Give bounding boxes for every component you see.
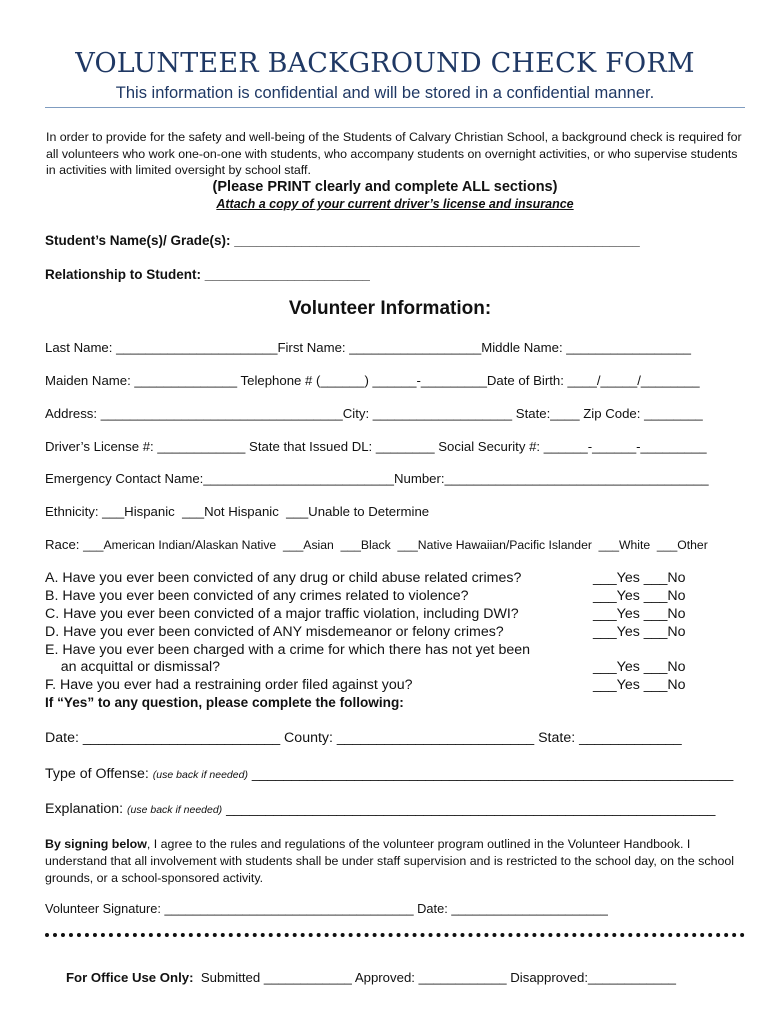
question-c: C. Have you ever been convicted of a major traffic violation, including DWI? [45, 606, 519, 622]
explanation-hint: (use back if needed) [127, 804, 223, 816]
offense-type-row[interactable] [45, 766, 733, 782]
question-f: F. Have you ever had a restraining order filed against you? [45, 677, 413, 693]
intro-paragraph: In order to provide for the safety and well-being of the Students of Calvary Christian School, a background check is required for all volunteers who work one-on-one with students, who accompany students on overnight activities, or who supervise students in activities with limited oversight by school staff. [46, 130, 742, 177]
emergency-contact-row[interactable]: Emergency Contact Name:__________________________Number:____________________________________ [45, 471, 709, 486]
ethnicity-row[interactable]: Ethnicity: ___Hispanic ___Not Hispanic ___Unable to Determine [45, 504, 430, 519]
agreement-text: , I agree to the rules and regulations of the volunteer program outlined in the Volunteer Handbook. I understand that all involvement with students shall be under staff supervision and is restricted to the school day, on the school grounds, or a school-sponsored activity. [45, 837, 734, 885]
offense-type-blank[interactable]: _____________________________________________________________ [247, 766, 734, 782]
offense-type-hint: (use back if needed) [152, 769, 248, 781]
office-divider [45, 933, 745, 937]
question-b-yes-no[interactable]: ___Yes ___No [593, 588, 686, 604]
explanation-label: Explanation: [45, 801, 128, 817]
question-d-yes-no[interactable]: ___Yes ___No [593, 624, 686, 640]
race-options[interactable]: ___American Indian/Alaskan Native ___Asian ___Black ___Native Hawaiian/Pacific Islander ___White ___Other [83, 538, 708, 552]
office-use-label: For Office Use Only: [66, 970, 194, 985]
office-use-row [66, 970, 676, 985]
question-a: A. Have you ever been convicted of any drug or child abuse related crimes? [45, 570, 522, 586]
question-c-yes-no[interactable]: ___Yes ___No [593, 606, 686, 622]
form-title: VOLUNTEER BACKGROUND CHECK FORM [75, 48, 695, 79]
attach-instruction: Attach a copy of your current driver’s license and insurance [216, 197, 574, 211]
race-label: Race: [45, 537, 84, 552]
question-f-yes-no[interactable]: ___Yes ___No [593, 677, 686, 693]
print-instruction: (Please PRINT clearly and complete ALL sections) [212, 179, 558, 195]
agreement-lead: By signing below [45, 837, 147, 851]
question-e-line1: E. Have you ever been charged with a crime for which there has not yet been [45, 642, 531, 658]
relationship-field[interactable]: Relationship to Student: ______________________ [45, 267, 370, 282]
office-use-fields[interactable]: Submitted ____________ Approved: ____________ Disapproved:____________ [193, 970, 676, 985]
agreement-paragraph [45, 836, 745, 887]
maiden-phone-dob-row[interactable]: Maiden Name: ______________ Telephone # (______) ______-_________Date of Birth: ____/_____/________ [45, 373, 700, 388]
offense-type-label: Type of Offense: [45, 766, 153, 782]
title-divider [45, 107, 745, 108]
question-e-line2: an acquittal or dismissal? [45, 659, 221, 675]
question-e-yes-no[interactable]: ___Yes ___No [593, 659, 686, 675]
offense-date-county-state-row[interactable]: Date: _________________________ County: _________________________ State: _____________ [45, 730, 682, 746]
student-names-field[interactable]: Student’s Name(s)/ Grade(s): ______________________________________________________ [45, 233, 640, 248]
race-row[interactable] [45, 537, 708, 552]
volunteer-section-title: Volunteer Information: [288, 298, 492, 319]
signature-date-row[interactable]: Volunteer Signature: ___________________________________ Date: ______________________ [45, 901, 608, 916]
explanation-blank[interactable]: ______________________________________________________________ [222, 801, 716, 817]
if-yes-instruction: If “Yes” to any question, please complete the following: [45, 695, 404, 710]
form-subtitle: This information is confidential and will be stored in a confidential manner. [115, 84, 655, 102]
question-a-yes-no[interactable]: ___Yes ___No [593, 570, 686, 586]
question-b: B. Have you ever been convicted of any crimes related to violence? [45, 588, 469, 604]
explanation-row[interactable] [45, 801, 715, 817]
name-fields-row[interactable]: Last Name: ______________________First Name: __________________Middle Name: _________________ [45, 340, 691, 355]
question-d: D. Have you ever been convicted of ANY misdemeanor or felony crimes? [45, 624, 504, 640]
license-ssn-row[interactable]: Driver’s License #: ____________ State that Issued DL: ________ Social Security #: ______-______-_________ [45, 439, 707, 454]
address-row[interactable]: Address: _________________________________City: ___________________ State:____ Zip Code: ________ [45, 406, 703, 421]
